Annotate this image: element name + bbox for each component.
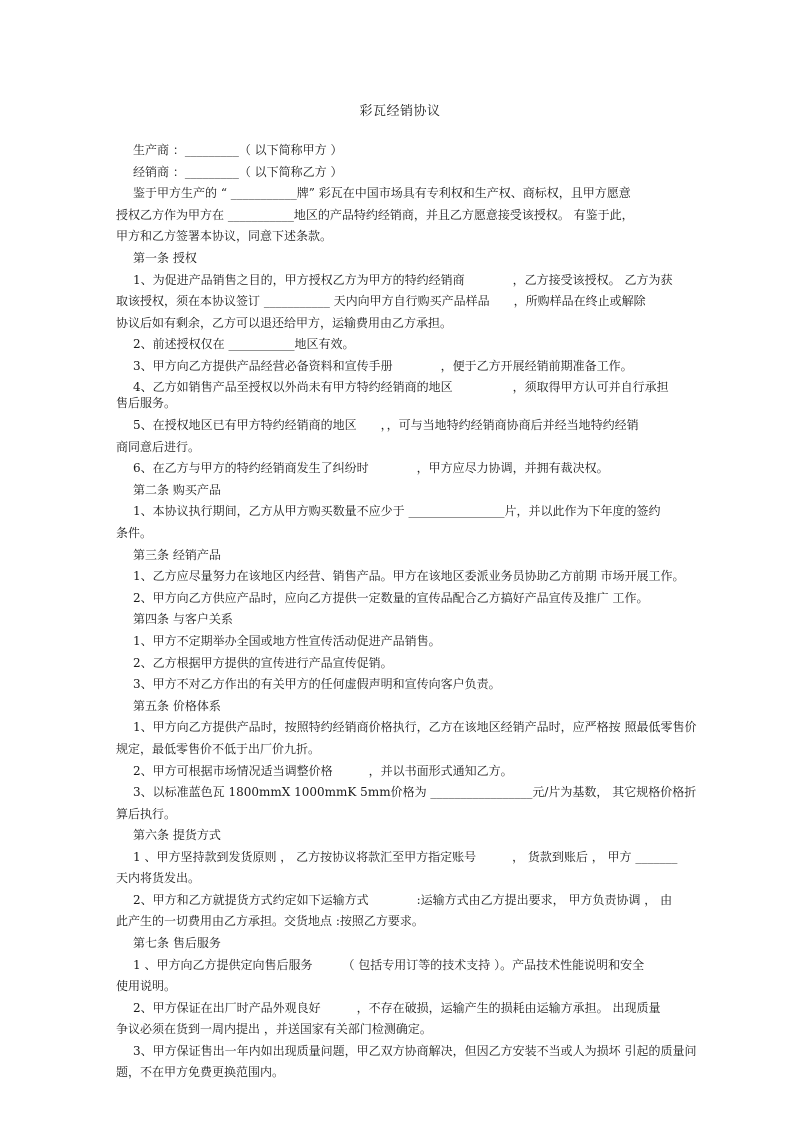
text-line: 3、甲方不对乙方作出的有关甲方的任何虚假声明和宣传向客户负责。 <box>133 677 501 691</box>
text-line: 天内将货发出。 <box>116 871 201 885</box>
text-line: 生产商 ：_________（ 以下简称甲方 ） <box>133 143 343 157</box>
text-line: 协议后如有剩余，乙方可以退还给甲方，运输费用由乙方承担。 <box>116 316 453 330</box>
text-line: 2、甲方保证在出厂时产品外观良好 ，不存在破损，运输产生的损耗由运输方承担。 出现质量 <box>133 1001 661 1015</box>
text-line: 3、甲方保证售出一年内如出现质量问题，甲乙双方协商解决，但因乙方安装不当或人为损坏 引起的质量问 <box>133 1044 697 1058</box>
text-line: 第三条 经销产品 <box>133 548 221 562</box>
text-line: 第七条 售后服务 <box>133 936 221 950</box>
text-line: 2、乙方根据甲方提供的宣传进行产品宣传促销。 <box>133 656 393 670</box>
text-line: 1、为促进产品销售之目的，甲方授权乙方为甲方的特约经销商 ，乙方接受该授权。 乙方为获 <box>133 273 673 287</box>
text-line: 1、乙方应尽量努力在该地区内经营、销售产品。甲方在该地区委派业务员协助乙方前期 市场开展工作。 <box>133 569 685 583</box>
text-line: 使用说明。 <box>116 979 177 993</box>
text-line: 2、甲方向乙方供应产品时，应向乙方提供一定数量的宣传品配合乙方搞好产品宣传及推广 工作。 <box>133 591 649 605</box>
text-line: 商同意后进行。 <box>116 440 201 454</box>
text-line: 2、前述授权仅在 ___________地区有效。 <box>133 337 355 351</box>
text-line: 取该授权，须在本协议签订 ___________ 天内向甲方自行购买产品样品 ，所购样品在终止或解除 <box>116 294 646 308</box>
text-line: 3、甲方向乙方提供产品经营必备资料和宣传手册 ，便于乙方开展经销前期准备工作。 <box>133 359 633 373</box>
text-line: 1 、甲方坚持款到发货原则 ， 乙方按协议将款汇至甲方指定账号 ， 货款到账后 ， 甲方 _______ <box>133 850 678 864</box>
text-line: 鉴于甲方生产的 “ ___________牌” 彩瓦在中国市场具有专利权和生产权、商标权，且甲方愿意 <box>133 186 631 200</box>
text-line: 规定，最低零售价不低于出厂价九折。 <box>116 742 321 756</box>
text-line: 此产生的一切费用由乙方承担。交货地点 :按照乙方要求。 <box>116 914 424 928</box>
text-line: 2、甲方可根据市场情况适当调整价格 ，并以书面形式通知乙方。 <box>133 764 513 778</box>
text-line: 6、在乙方与甲方的特约经销商发生了纠纷时 ，甲方应尽力协调，并拥有裁决权。 <box>133 461 609 475</box>
document-title: 彩瓦经销协议 <box>359 104 441 119</box>
text-line: 3、以标准蓝色瓦 1800mmX 1000mmK 5mm价格为 _________________元/片为基数， 其它规格价格折 <box>133 785 697 799</box>
text-line: 第二条 购买产品 <box>133 483 221 497</box>
text-line: 2、甲方和乙方就提货方式约定如下运输方式 :运输方式由乙方提出要求， 甲方负责协调 ， 由 <box>133 893 673 907</box>
text-line: 4、乙方如销售产品至授权以外尚未有甲方特约经销商的地区 ，须取得甲方认可并自行承担 <box>133 380 669 394</box>
text-line: 第四条 与客户关系 <box>133 612 233 626</box>
text-line: 5、在授权地区已有甲方特约经销商的地区 ，，可与当地特约经销商协商后并经当地特约经销 <box>133 418 639 432</box>
text-line: 经销商 ：_________（ 以下简称乙方 ） <box>133 165 343 179</box>
text-line: 1、本协议执行期间，乙方从甲方购买数量不应少于 ________________片，并以此作为下年度的签约 <box>133 504 661 518</box>
text-line: 算后执行。 <box>116 807 177 821</box>
text-line: 条件。 <box>116 526 153 540</box>
text-line: 争议必须在货到一周内提出 ，并送国家有关部门检测确定。 <box>116 1022 432 1036</box>
text-line: 1、甲方向乙方提供产品时，按照特约经销商价格执行，乙方在该地区经销产品时，应严格按 照最低零售价 <box>133 720 697 734</box>
text-line: 售后服务。 <box>116 396 177 410</box>
text-line: 题，不在甲方免费更换范围内。 <box>116 1065 285 1079</box>
text-line: 第五条 价格体系 <box>133 699 221 713</box>
text-line: 甲方和乙方签署本协议，同意下述条款。 <box>116 229 333 243</box>
text-line: 1、甲方不定期举办全国或地方性宣传活动促进产品销售。 <box>133 634 441 648</box>
text-line: 授权乙方作为甲方在 ___________地区的产品特约经销商，并且乙方愿意接受该授权。 有鉴于此， <box>116 208 634 222</box>
text-line: 第一条 授权 <box>133 251 197 265</box>
text-line: 1 、甲方向乙方提供定向售后服务 （ 包括专用订等的技术支持 ）。产品技术性能说明和安全 <box>133 958 645 972</box>
text-line: 第六条 提货方式 <box>133 828 221 842</box>
